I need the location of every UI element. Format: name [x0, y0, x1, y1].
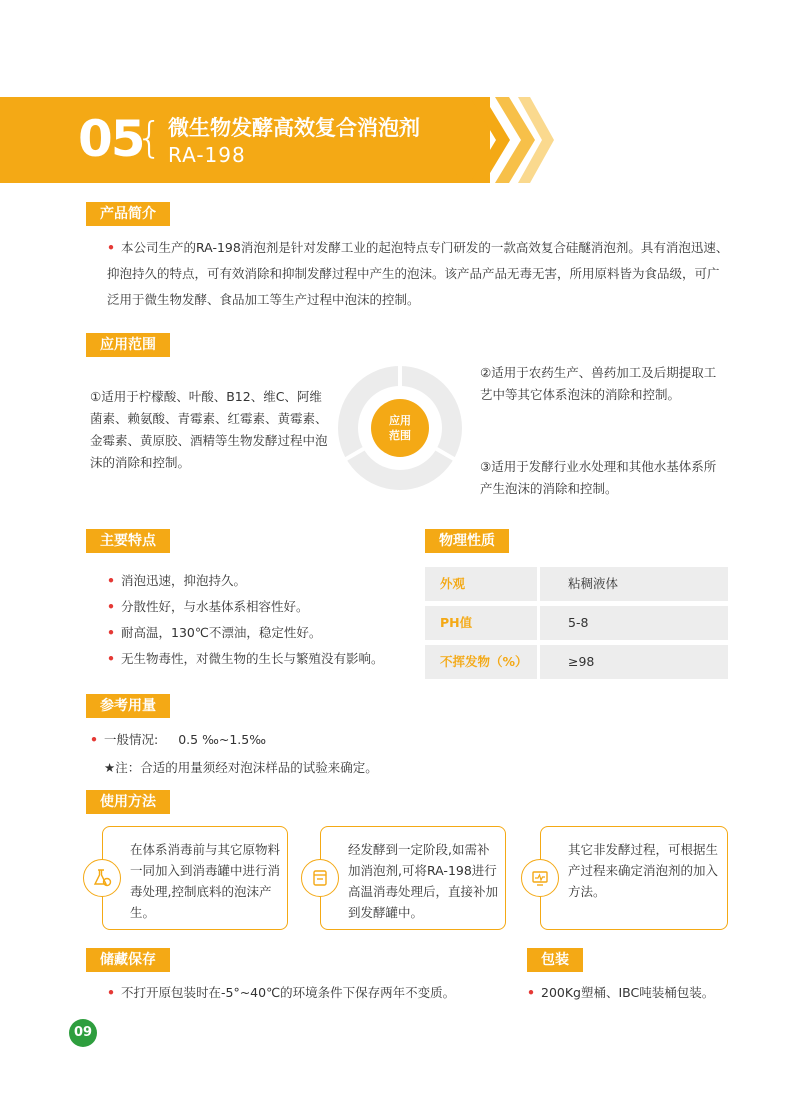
features-list: [107, 568, 407, 672]
section-number: 05: [78, 110, 144, 168]
usage-card: [540, 826, 728, 930]
usage-card-text: 经发酵到一定阶段,如需补加消泡剂,可将RA-198进行高温消毒处理后，直接补加到发酵罐中。: [348, 842, 499, 920]
property-value: 5-8: [540, 606, 728, 640]
ring-center-label-2: 范围: [389, 429, 411, 442]
ring-center-label-1: 应用: [389, 414, 411, 427]
section-heading-features: 主要特点: [86, 529, 170, 553]
bullet-icon: •: [107, 651, 115, 666]
document-icon: [301, 859, 339, 897]
list-item: • 分散性好，与水基体系相容性好。: [107, 599, 309, 614]
application-item-1: ①适用于柠檬酸、叶酸、B12、维C、阿维菌素、赖氨酸、青霉素、红霉素、黄霉素、金霉素、黄原胶、酒精等生物发酵过程中泡沫的消除和控制。: [90, 389, 328, 470]
application-ring-diagram: [335, 363, 465, 493]
bullet-icon: •: [107, 985, 115, 1000]
section-heading-usage: 使用方法: [86, 790, 170, 814]
property-value: ≥98: [540, 645, 728, 679]
property-key: 不挥发物（%）: [425, 645, 537, 679]
storage-paragraph: [107, 980, 507, 1006]
list-item: • 无生物毒性，对微生物的生长与繁殖没有影响。: [107, 651, 384, 666]
section-heading-properties: 物理性质: [425, 529, 509, 553]
bullet-icon: •: [107, 599, 115, 614]
application-item-3: ③适用于发酵行业水处理和其他水基体系所产生泡沫的消除和控制。: [480, 459, 717, 496]
chemistry-icon: [83, 859, 121, 897]
section-heading-application: 应用范围: [86, 333, 170, 357]
application-item-2: ②适用于农药生产、兽药加工及后期提取工艺中等其它体系泡沫的消除和控制。: [480, 365, 717, 402]
bullet-icon: •: [107, 573, 115, 588]
table-row: [425, 645, 728, 679]
table-row: [425, 606, 728, 640]
storage-text: 不打开原包装时在-5°~40℃的环境条件下保存两年不变质。: [121, 985, 456, 1000]
title-brace: {: [136, 113, 163, 162]
property-key: 外观: [425, 567, 537, 601]
property-value: 粘稠液体: [540, 567, 728, 601]
properties-table: [425, 567, 728, 684]
list-item: • 耐高温，130℃不漂油，稳定性好。: [107, 625, 322, 640]
property-key: PH值: [425, 606, 537, 640]
page-title: 微生物发酵高效复合消泡剂: [168, 116, 420, 140]
usage-card-text: 其它非发酵过程，可根据生产过程来确定消泡剂的加入方法。: [568, 842, 719, 899]
usage-card: [320, 826, 506, 930]
usage-card-text: 在体系消毒前与其它原物料一同加入到消毒罐中进行消毒处理,控制底料的泡沫产生。: [130, 842, 281, 920]
table-row: [425, 567, 728, 601]
product-model: RA-198: [168, 143, 246, 167]
bullet-icon: •: [90, 732, 98, 747]
dosage-note: ★注：合适的用量须经对泡沫样品的试验来确定。: [104, 760, 378, 775]
dosage-general-label: 一般情况:: [104, 732, 159, 747]
section-heading-packaging: 包装: [527, 948, 583, 972]
chevron-right-icon: [518, 97, 558, 183]
section-heading-storage: 储藏保存: [86, 948, 170, 972]
dosage-general-value: 0.5 ‰~1.5‰: [178, 732, 266, 747]
packaging-paragraph: [527, 980, 747, 1006]
usage-card: [102, 826, 288, 930]
bullet-icon: •: [107, 625, 115, 640]
bullet-icon: •: [527, 985, 535, 1000]
list-item: • 消泡迅速，抑泡持久。: [107, 573, 247, 588]
packaging-text: 200Kg塑桶、IBC吨装桶包装。: [541, 985, 715, 1000]
dosage-general: [90, 727, 690, 753]
monitor-icon: [521, 859, 559, 897]
intro-text: 本公司生产的RA-198消泡剂是针对发酵工业的起泡特点专门研发的一款高效复合硅醚消泡剂。具有消泡迅速、抑泡持久的特点，可有效消除和抑制发酵过程中产生的泡沫。该产品产品无毒无害，所用原料皆为食品级，可广泛用于微生物发酵、食品加工等生产过程中泡沫的控制。: [107, 240, 729, 307]
intro-paragraph: [107, 235, 729, 313]
section-heading-dosage: 参考用量: [86, 694, 170, 718]
bullet-icon: •: [107, 240, 115, 255]
page-number-badge: 09: [69, 1019, 97, 1047]
section-heading-intro: 产品简介: [86, 202, 170, 226]
